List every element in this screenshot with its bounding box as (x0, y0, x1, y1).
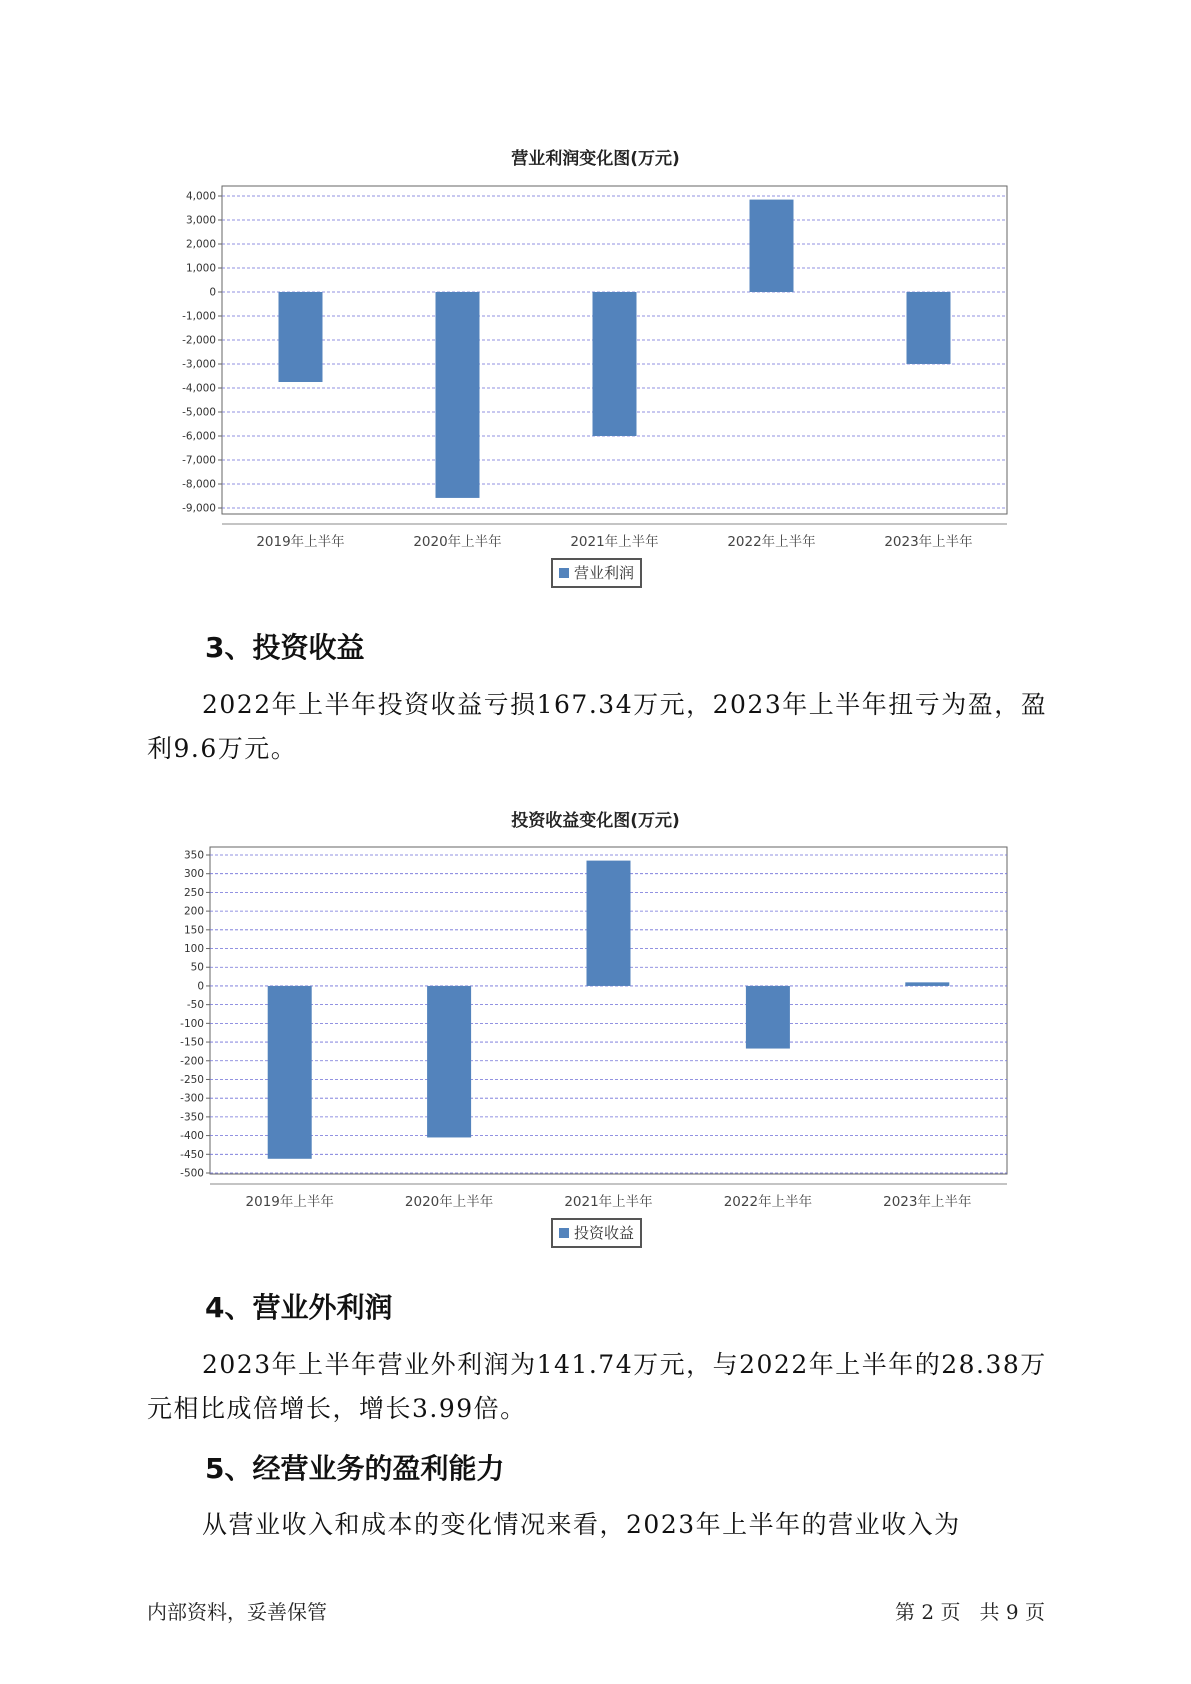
chart2-legend (551, 1218, 642, 1248)
y-tick-label: 0 (197, 980, 204, 993)
y-tick-label: 2,000 (185, 238, 216, 251)
section-5-heading: 5、经营业务的盈利能力 (205, 1452, 505, 1485)
x-tick-label: 2022年上半年 (727, 534, 816, 550)
y-tick-label: -5,000 (182, 406, 216, 419)
y-tick-label: -300 (180, 1092, 204, 1105)
x-tick-label: 2022年上半年 (723, 1194, 813, 1210)
chart2-legend-label: 投资收益 (574, 1224, 635, 1242)
bar (587, 861, 631, 986)
y-tick-label: 4,000 (185, 190, 216, 203)
chart1-legend-label: 营业利润 (574, 564, 635, 582)
y-tick-label: -3,000 (182, 358, 216, 371)
y-tick-label: 350 (183, 849, 204, 862)
y-tick-label: -8,000 (182, 478, 216, 491)
x-tick-label: 2020年上半年 (413, 534, 502, 550)
y-tick-label: 200 (183, 905, 204, 918)
x-tick-label: 2023年上半年 (884, 534, 973, 550)
y-tick-label: -500 (180, 1167, 204, 1180)
y-tick-label: 0 (209, 286, 216, 299)
x-tick-label: 2020年上半年 (404, 1194, 494, 1210)
y-tick-label: -450 (180, 1148, 204, 1161)
y-tick-label: 250 (183, 886, 204, 899)
y-tick-label: -6,000 (182, 430, 216, 443)
y-tick-label: -350 (180, 1111, 204, 1124)
y-tick-label: -150 (180, 1036, 204, 1049)
x-tick-label: 2019年上半年 (256, 534, 345, 550)
bar (746, 986, 790, 1049)
y-tick-label: -400 (180, 1130, 204, 1143)
bar (905, 982, 949, 986)
chart2-title: 投资收益变化图(万元) (511, 811, 680, 831)
footer-confidential: 内部资料，妥善保管 (147, 1600, 327, 1624)
y-tick-label: -200 (180, 1055, 204, 1068)
chart1-title: 营业利润变化图(万元) (511, 149, 680, 169)
section-3-heading: 3、投资收益 (205, 631, 365, 664)
y-tick-label: -9,000 (182, 502, 216, 515)
y-tick-label: -50 (186, 999, 204, 1012)
y-tick-label: -7,000 (182, 454, 216, 467)
x-tick-label: 2019年上半年 (245, 1194, 334, 1210)
x-tick-label: 2021年上半年 (570, 534, 659, 550)
y-tick-label: -1,000 (182, 310, 216, 323)
footer-page-number: 第 2 页 共 9 页 (895, 1600, 1045, 1624)
section-3-paragraph: 2022年上半年投资收益亏损167.34万元，2023年上半年扭亏为盈，盈利9.6万元。 (147, 690, 1048, 763)
y-tick-label: -250 (180, 1073, 204, 1086)
y-tick-label: 1,000 (185, 262, 216, 275)
x-tick-label: 2021年上半年 (564, 1194, 653, 1210)
y-tick-label: 3,000 (185, 214, 216, 227)
section-4-heading: 4、营业外利润 (205, 1291, 393, 1324)
y-tick-label: 300 (183, 868, 204, 881)
bar (268, 986, 312, 1159)
bar (427, 986, 471, 1138)
y-tick-label: 50 (190, 961, 204, 974)
legend-swatch (559, 1228, 569, 1238)
section-5-paragraph: 从营业收入和成本的变化情况来看，2023年上半年的营业收入为 (202, 1510, 961, 1539)
y-tick-label: 150 (183, 924, 204, 937)
x-tick-label: 2023年上半年 (883, 1194, 972, 1210)
y-tick-label: -4,000 (182, 382, 216, 395)
y-tick-label: -2,000 (182, 334, 216, 347)
y-tick-label: -100 (180, 1017, 204, 1030)
y-tick-label: 100 (183, 943, 204, 956)
section-4-paragraph: 2023年上半年营业外利润为141.74万元，与2022年上半年的28.38万元相比成倍增长，增长3.99倍。 (147, 1350, 1047, 1423)
